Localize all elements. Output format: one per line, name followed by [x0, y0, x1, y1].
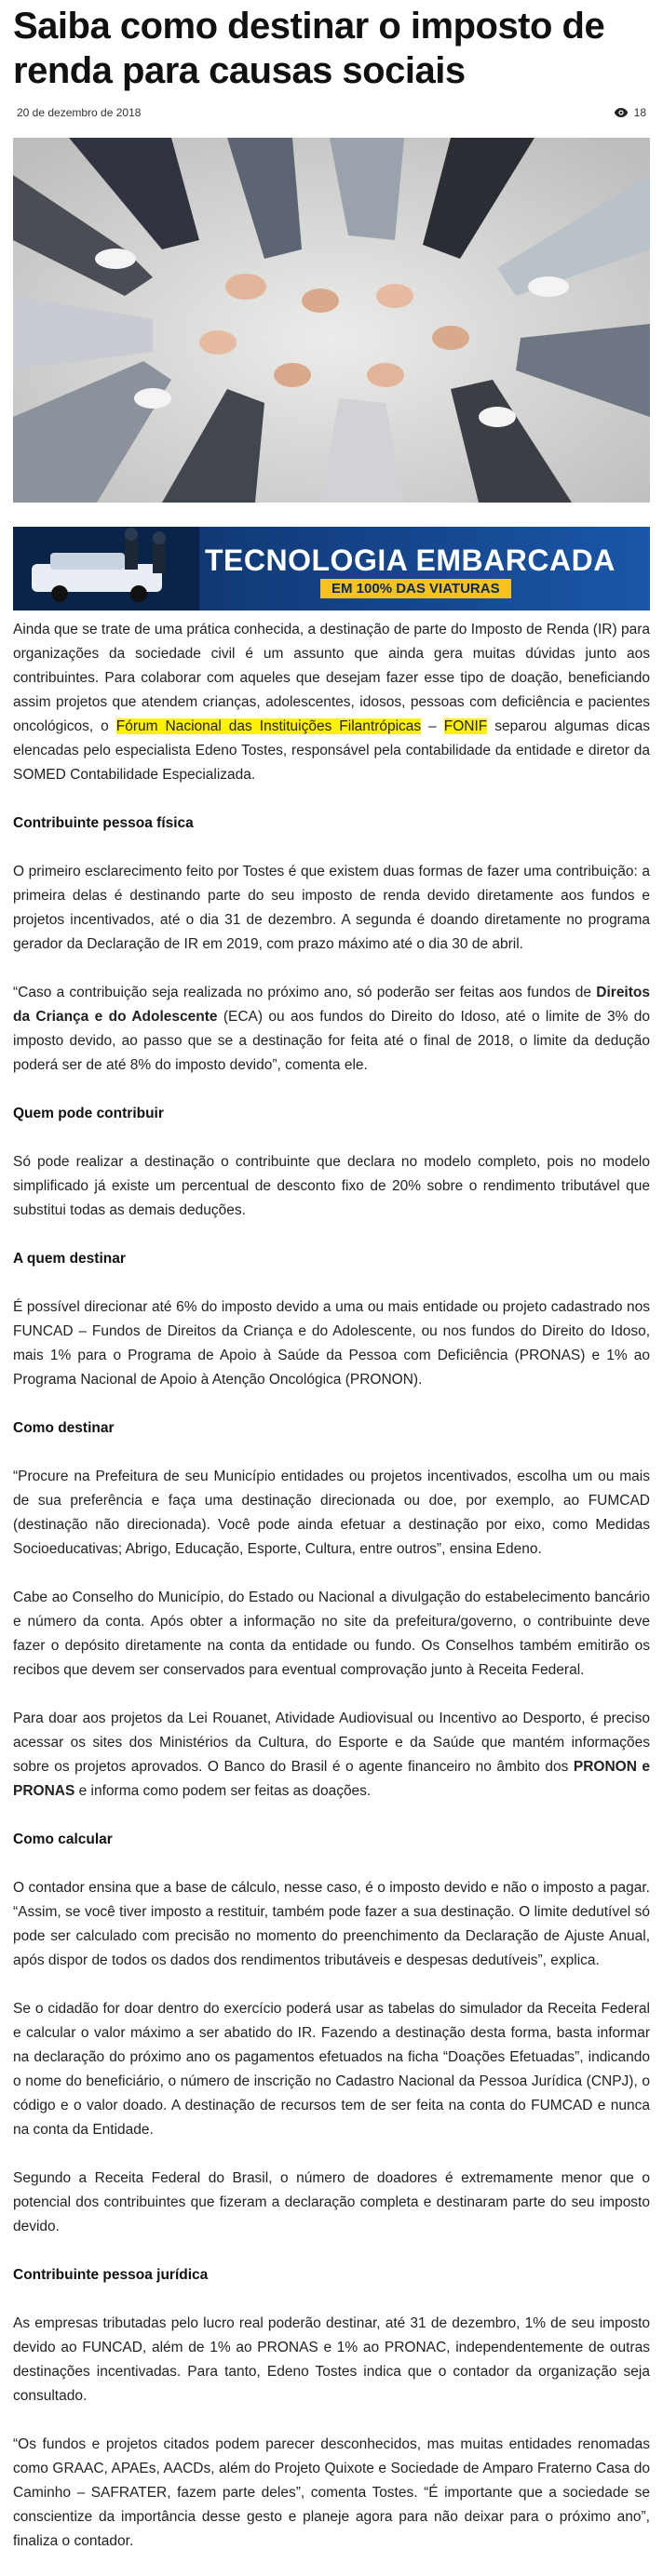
banner-subline: EM 100% DAS VIATURAS — [320, 579, 511, 598]
paragraph — [13, 1707, 650, 1804]
paragraph: O primeiro esclarecimento feito por Tostes é que existem duas formas de fazer uma contribuição: a primeira delas é destinando parte do seu imposto de renda devido diretamente aos fundos e projetos incentivados, até o dia 31 de dezembro. A segunda é doando diretamente no programa gerador da Declaração de IR em 2019, com prazo máximo até o dia 30 de abril. — [13, 864, 650, 952]
paragraph — [13, 618, 650, 787]
paragraph — [13, 981, 650, 1078]
fonif-forum-link[interactable]: Fórum Nacional das Instituições Filantrópicas — [115, 718, 422, 734]
paragraph-text: Para doar aos projetos da Lei Rouanet, Atividade Audiovisual ou Incentivo ao Desporto, é preciso acessar os sites dos Ministérios da Cultura, do Esporte e da Saúde que mantém informações sobre os projetos aprovados. O Banco do Brasil é o agente financeiro no âmbito dos — [13, 1711, 650, 1775]
views-counter — [614, 106, 646, 119]
paragraph: Se o cidadão for doar dentro do exercício poderá usar as tabelas do simulador da Receita Federal e calcular o valor máximo a ser abatido do IR. Fazendo a destinação desta forma, basta informar na declaração do próximo ano os pagamentos efetuados na ficha “Doações Efetuadas”, indicando o nome do beneficiário, o número de inscrição no Cadastro Nacional da Pessoa Jurídica (CNPJ), o código e o valor doado. A destinação de recursos tem de ser feita na conta do FUMCAD e nunca na conta da Entidade. — [13, 2001, 650, 2138]
paragraph: O contador ensina que a base de cálculo, nesse caso, é o imposto devido e não o imposto a pagar. “Assim, se você tiver imposto a restituir, também pode fazer a sua destinação. O limite dedutível só pode ser calculado com precisão no momento do preenchimento da Declaração de Ajuste Anual, após dispor de todos os dados dos rendimentos tributáveis e despesas dedutíveis”, explica. — [13, 1880, 650, 1968]
bold-text: PRONON e PRONAS — [13, 1759, 650, 1799]
section-heading: Quem pode contribuir — [13, 1106, 164, 1121]
article-date: 20 de dezembro de 2018 — [17, 106, 142, 119]
paragraph: Segundo a Receita Federal do Brasil, o número de doadores é extremamente menor que o potencial dos contribuintes que fizeram a declaração completa e destinaram parte do seu imposto devido. — [13, 2170, 650, 2234]
paragraph: As empresas tributadas pelo lucro real poderão destinar, até 31 de dezembro, 1% de seu imposto devido ao FUNCAD, além de 1% ao PRONAS e 1% ao PRONAC, independentemente de outras destinações incentivadas. Para tanto, Edeno Tostes indica que o contador da organização seja consultado. — [13, 2315, 650, 2404]
section-heading: Contribuinte pessoa jurídica — [13, 2267, 209, 2283]
hero-image — [13, 138, 650, 503]
paragraph: Só pode realizar a destinação o contribuinte que declara no modelo completo, pois no modelo simplificado já existe um percentual de desconto fixo de 20% sobre o rendimento tributável que substitui todas as demais deduções. — [13, 1154, 650, 1218]
paragraph-text: separou algumas dicas elencadas pelo especialista Edeno Tostes, responsável pela contabilidade da entidade e diretor da SOMED Contabilidade Especializada. — [13, 718, 650, 783]
bold-text: Direitos da Criança e do Adolescente — [13, 985, 650, 1025]
paragraph-text: “Caso a contribuição seja realizada no próximo ano, só poderão ser feitas aos fundos de — [13, 985, 597, 1000]
paragraph: “Os fundos e projetos citados podem parecer desconhecidos, mas muitas entidades renomadas como GRAAC, APAEs, AACDs, além do Projeto Quixote e Sociedade de Amparo Fraterno Casa do Caminho – SAFRATER, fazem parte deles”, comenta Tostes. “É importante que a sociedade se conscientize da importância desse gesto e planeje agora para não deixar para o próximo ano”, finaliza o contador. — [13, 2436, 650, 2549]
section-heading: Contribuinte pessoa física — [13, 815, 194, 831]
ad-banner[interactable] — [13, 527, 650, 610]
paragraph: “Procure na Prefeitura de seu Município entidades ou projetos incentivados, escolha um ou mais de sua preferência e faça uma destinação direcionada ou doe, por exemplo, ao FUMCAD (destinação não direcionada). Você pode ainda efetuar a destinação por eixo, como Medidas Socioeducativas; Abrigo, Educação, Esporte, Cultura, entre outros”, ensina Edeno. — [13, 1469, 650, 1557]
views-count: 18 — [633, 106, 646, 119]
paragraph-text: (ECA) ou aos fundos do Direito do Idoso, até o limite de 3% do imposto devido, ao passo que se a destinação for feita até o final de 2018, o limite da dedução poderá ser de até 8% do imposto devido”, comenta ele. — [13, 1009, 650, 1073]
paragraph-text: e informa como podem ser feitas as doações. — [74, 1783, 372, 1799]
article-meta — [13, 106, 650, 119]
section-heading: Como calcular — [13, 1831, 113, 1847]
section-heading: A quem destinar — [13, 1251, 126, 1267]
article-body — [13, 618, 650, 2554]
article-title: Saiba como destinar o imposto de renda para causas sociais — [13, 6, 605, 91]
section-heading: Como destinar — [13, 1420, 115, 1436]
paragraph: Cabe ao Conselho do Município, do Estado ou Nacional a divulgação do estabelecimento bancário e número da conta. Após obter a informação no site da prefeitura/governo, o contribuinte deve fazer o depósito diretamente na conta da entidade ou fundo. Os Conselhos também emitirão os recibos que devem ser conservados para eventual comprovação junto à Receita Federal. — [13, 1590, 650, 1678]
paragraph-text: Ainda que se trate de uma prática conhecida, a destinação de parte do Imposto de Renda (IR) para organizações da sociedade civil é um assunto que ainda gera muitas dúvidas junto aos contribuintes. Para colaborar com aqueles que desejam fazer esse tipo de doação, beneficiando assim projetos que atendem crianças, adolescentes, idosos, pessoas com deficiência e pacientes oncológicos, o — [13, 622, 650, 734]
banner-headline: TECNOLOGIA EMBARCADA — [205, 543, 616, 577]
paragraph: É possível direcionar até 6% do imposto devido a uma ou mais entidade ou projeto cadastrado nos FUNCAD – Fundos de Direitos da Criança e do Adolescente, ou nos fundos do Direito do Idoso, mais 1% para o Programa de Apoio à Saúde da Pessoa com Deficiência (PRONAS) e 1% ao Programa Nacional de Apoio à Atenção Oncológica (PRONON). — [13, 1299, 650, 1388]
separator-text: – — [421, 718, 444, 734]
eye-icon — [614, 107, 629, 118]
fonif-link[interactable]: FONIF — [443, 718, 488, 734]
